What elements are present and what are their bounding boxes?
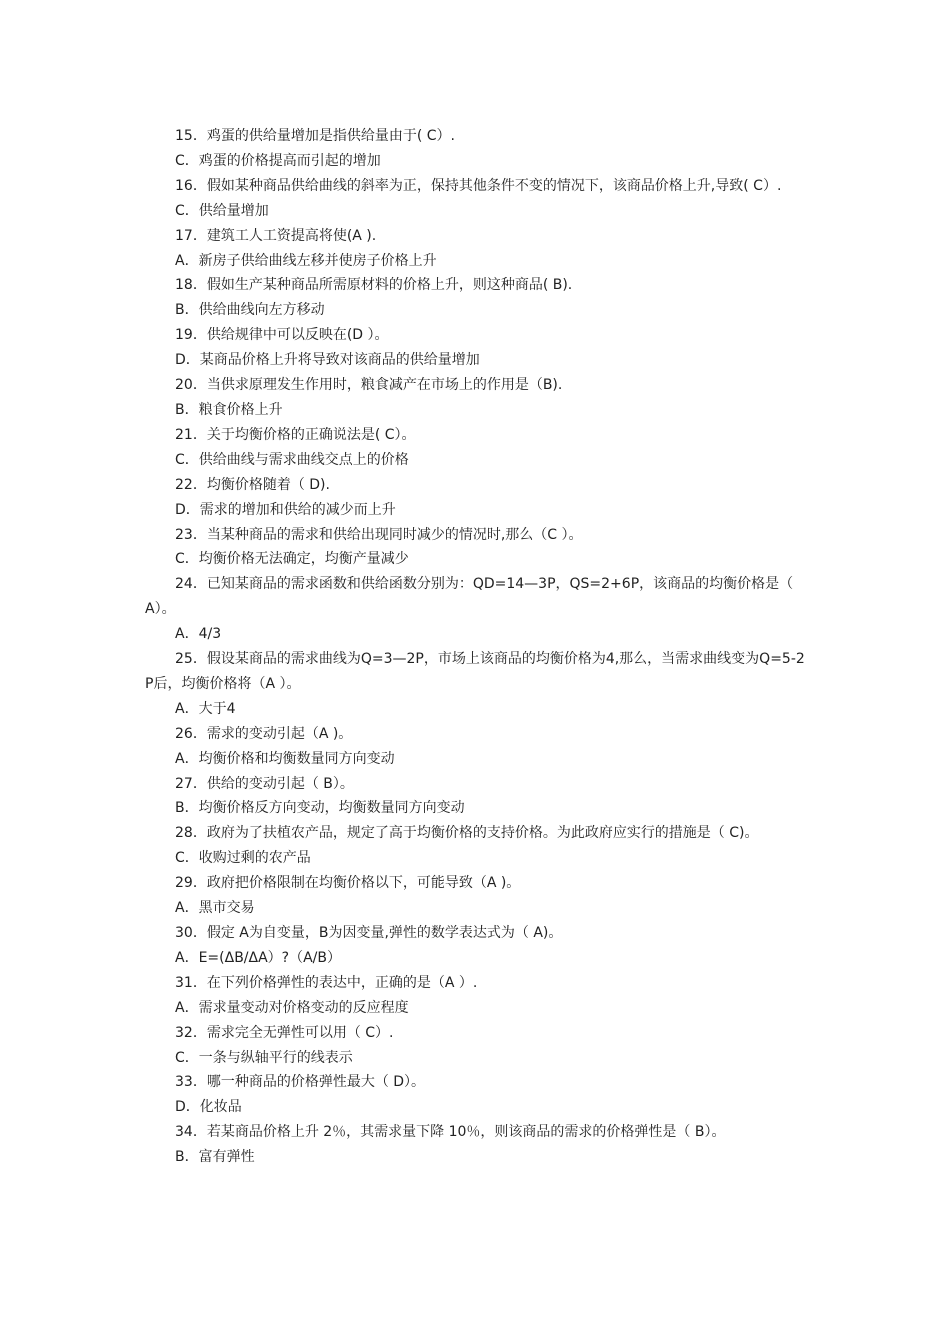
question-19: 19．供给规律中可以反映在(D ）。 xyxy=(175,327,389,344)
answer-26: A．均衡价格和均衡数量同方向变动 xyxy=(175,750,395,767)
answer-22: D．需求的增加和供给的减少而上升 xyxy=(175,501,396,518)
answer-18: B．供给曲线向左方移动 xyxy=(175,302,325,319)
question-26: 26．需求的变动引起（A )。 xyxy=(175,725,353,742)
answer-33: D．化妆品 xyxy=(175,1099,242,1116)
answer-30: A．E=(ΔB/ΔA）?（A/B） xyxy=(175,949,341,966)
question-31: 31．在下列价格弹性的表达中，正确的是（A ）. xyxy=(175,974,478,991)
question-33: 33．哪一种商品的价格弹性最大（ D）。 xyxy=(175,1074,426,1091)
answer-24: A．4/3 xyxy=(175,626,222,643)
answer-15: C．鸡蛋的价格提高而引起的增加 xyxy=(175,152,381,169)
answer-32: C．一条与纵轴平行的线表示 xyxy=(175,1049,353,1066)
question-28: 28．政府为了扶植农产品，规定了高于均衡价格的支持价格。为此政府应实行的措施是（ C)。 xyxy=(175,825,759,842)
question-32: 32．需求完全无弹性可以用（ C）. xyxy=(175,1024,394,1041)
answer-28: C．收购过剩的农产品 xyxy=(175,850,311,867)
question-25: 25．假设某商品的需求曲线为Q=3—2P，市场上该商品的均衡价格为4,那么，当需求曲线变为Q=5-2P后，均衡价格将（A ）。 xyxy=(145,651,805,692)
question-22: 22．均衡价格随着（ D). xyxy=(175,476,330,493)
question-20: 20．当供求原理发生作用时，粮食减产在市场上的作用是（B). xyxy=(175,377,563,394)
question-15: 15．鸡蛋的供给量增加是指供给量由于( C）. xyxy=(175,128,455,144)
answer-19: D．某商品价格上升将导致对该商品的供给量增加 xyxy=(175,352,480,369)
answer-23: C．均衡价格无法确定，均衡产量减少 xyxy=(175,551,409,568)
answer-25: A．大于4 xyxy=(175,700,236,717)
answer-20: B．粮食价格上升 xyxy=(175,401,283,418)
answer-27: B．均衡价格反方向变动，均衡数量同方向变动 xyxy=(175,800,465,817)
question-17: 17．建筑工人工资提高将使(A ). xyxy=(175,227,377,244)
document-body xyxy=(145,124,810,1170)
question-18: 18．假如生产某种商品所需原材料的价格上升，则这种商品( B). xyxy=(175,277,573,294)
question-29: 29．政府把价格限制在均衡价格以下，可能导致（A )。 xyxy=(175,875,521,892)
answer-16: C．供给量增加 xyxy=(175,202,269,219)
question-34: 34．若某商品价格上升 2％，其需求量下降 10％，则该商品的需求的价格弹性是（ B）。 xyxy=(175,1124,726,1141)
answer-34: B．富有弹性 xyxy=(175,1149,255,1166)
question-24: 24．已知某商品的需求函数和供给函数分别为：QD=14—3P，QS=2+6P，该商品的均衡价格是（ A）。 xyxy=(145,576,794,618)
question-27: 27．供给的变动引起（ B）。 xyxy=(175,775,354,792)
question-21: 21．关于均衡价格的正确说法是( C）。 xyxy=(175,426,416,443)
answer-21: C．供给曲线与需求曲线交点上的价格 xyxy=(175,451,409,468)
question-30: 30．假定 A为自变量，B为因变量,弹性的数学表达式为（ A)。 xyxy=(175,925,563,941)
answer-31: A．需求量变动对价格变动的反应程度 xyxy=(175,999,409,1016)
answer-29: A．黑市交易 xyxy=(175,900,255,917)
question-23: 23．当某种商品的需求和供给出现同时减少的情况时,那么（C ）。 xyxy=(175,526,583,543)
question-16: 16．假如某种商品供给曲线的斜率为正，保持其他条件不变的情况下，该商品价格上升,导致( C）. xyxy=(175,177,782,194)
answer-17: A．新房子供给曲线左移并使房子价格上升 xyxy=(175,252,437,269)
